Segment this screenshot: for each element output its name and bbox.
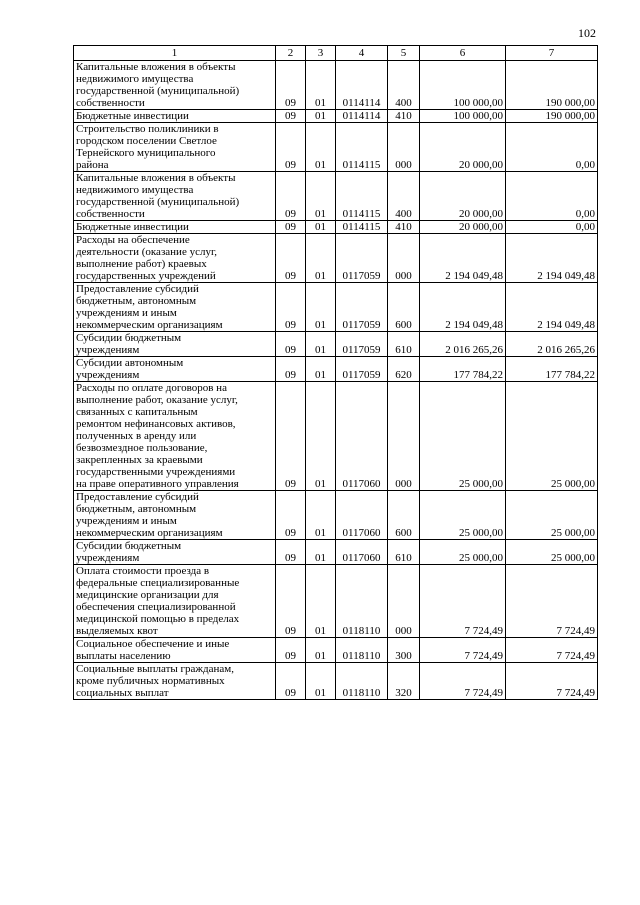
amount-year-1-cell: 177 784,22 — [420, 357, 506, 382]
target-article-cell: 0117060 — [336, 491, 388, 540]
table-row — [74, 221, 598, 234]
amount-year-2-cell: 25 000,00 — [506, 382, 598, 491]
amount-year-2-cell: 177 784,22 — [506, 357, 598, 382]
amount-year-2-cell: 0,00 — [506, 123, 598, 172]
table-row — [74, 540, 598, 565]
table-row — [74, 172, 598, 221]
row-name-cell — [74, 540, 276, 565]
subsection-code-cell: 01 — [306, 110, 336, 123]
row-name-line: Капитальные вложения в объекты — [76, 172, 236, 184]
amount-year-2-cell: 0,00 — [506, 221, 598, 234]
table-row — [74, 110, 598, 123]
table-row — [74, 357, 598, 382]
section-code-cell: 09 — [276, 638, 306, 663]
row-name-cell — [74, 382, 276, 491]
row-name-line: государственной (муниципальной) — [76, 85, 240, 97]
amount-year-1-cell: 20 000,00 — [420, 172, 506, 221]
budget-table — [73, 45, 598, 700]
amount-year-1-cell: 100 000,00 — [420, 110, 506, 123]
target-article-cell: 0114115 — [336, 221, 388, 234]
expense-type-cell: 610 — [388, 332, 420, 357]
row-name-line: Капитальные вложения в объекты — [76, 61, 236, 73]
row-name-line: выполнение работ) краевых — [76, 258, 207, 270]
row-name-line: выплаты населению — [76, 650, 171, 662]
row-name-line: социальных выплат — [76, 687, 169, 699]
row-name-line: Оплата стоимости проезда в — [76, 565, 210, 577]
row-name-line: на праве оперативного управления — [76, 478, 239, 490]
target-article-cell: 0117059 — [336, 283, 388, 332]
amount-year-1-cell: 2 194 049,48 — [420, 234, 506, 283]
row-name-line: выделяемых квот — [76, 625, 158, 637]
subsection-code-cell: 01 — [306, 283, 336, 332]
section-code-cell: 09 — [276, 234, 306, 283]
row-name-cell — [74, 110, 276, 123]
row-name-line: федеральные специализированные — [76, 577, 240, 589]
row-name-line: городском поселении Светлое — [76, 135, 217, 147]
section-code-cell: 09 — [276, 491, 306, 540]
target-article-cell: 0117059 — [336, 332, 388, 357]
row-name-line: Расходы на обеспечение — [76, 234, 190, 246]
row-name-line: связанных с капитальным — [76, 406, 198, 418]
table-body — [74, 61, 598, 700]
amount-year-1-cell: 7 724,49 — [420, 638, 506, 663]
amount-year-1-cell: 20 000,00 — [420, 221, 506, 234]
row-name-line: учреждениям — [76, 369, 140, 381]
row-name-cell — [74, 663, 276, 700]
row-name-line: учреждениям — [76, 552, 140, 564]
subsection-code-cell: 01 — [306, 332, 336, 357]
section-code-cell: 09 — [276, 565, 306, 638]
row-name-line: выполнение работ, оказание услуг, — [76, 394, 238, 406]
section-code-cell: 09 — [276, 123, 306, 172]
amount-year-1-cell: 25 000,00 — [420, 491, 506, 540]
row-name-line: Предоставление субсидий — [76, 283, 199, 295]
expense-type-cell: 610 — [388, 540, 420, 565]
amount-year-2-cell: 190 000,00 — [506, 110, 598, 123]
row-name-line: кроме публичных нормативных — [76, 675, 225, 687]
row-name-line: полученных в аренду или — [76, 430, 197, 442]
row-name-line: Социальные выплаты гражданам, — [76, 663, 234, 675]
expense-type-cell: 000 — [388, 565, 420, 638]
expense-type-cell: 000 — [388, 234, 420, 283]
amount-year-2-cell: 2 194 049,48 — [506, 234, 598, 283]
row-name-line: Бюджетные инвестиции — [76, 110, 189, 122]
table-row — [74, 332, 598, 357]
target-article-cell: 0114115 — [336, 172, 388, 221]
row-name-line: Бюджетные инвестиции — [76, 221, 189, 233]
target-article-cell: 0117059 — [336, 357, 388, 382]
section-code-cell: 09 — [276, 540, 306, 565]
row-name-line: собственности — [76, 208, 145, 220]
section-code-cell: 09 — [276, 221, 306, 234]
amount-year-1-cell: 20 000,00 — [420, 123, 506, 172]
amount-year-2-cell: 25 000,00 — [506, 540, 598, 565]
expense-type-cell: 410 — [388, 221, 420, 234]
row-name-line: бюджетным, автономным — [76, 503, 197, 515]
row-name-cell — [74, 234, 276, 283]
row-name-line: государственной (муниципальной) — [76, 196, 240, 208]
expense-type-cell: 410 — [388, 110, 420, 123]
column-header: 3 — [306, 46, 336, 61]
row-name-line: Субсидии бюджетным — [76, 540, 182, 552]
row-name-cell — [74, 638, 276, 663]
subsection-code-cell: 01 — [306, 61, 336, 110]
table-row — [74, 382, 598, 491]
row-name-line: Расходы по оплате договоров на — [76, 382, 227, 394]
row-name-cell — [74, 357, 276, 382]
header-row — [74, 46, 598, 61]
table-row — [74, 638, 598, 663]
row-name-line: обеспечения специализированной — [76, 601, 236, 613]
section-code-cell: 09 — [276, 332, 306, 357]
row-name-line: учреждениям и иным — [76, 515, 177, 527]
target-article-cell: 0117060 — [336, 540, 388, 565]
target-article-cell: 0117060 — [336, 382, 388, 491]
row-name-cell — [74, 172, 276, 221]
amount-year-2-cell: 7 724,49 — [506, 638, 598, 663]
row-name-line: деятельности (оказание услуг, — [76, 246, 217, 258]
row-name-line: бюджетным, автономным — [76, 295, 197, 307]
table-row — [74, 283, 598, 332]
row-name-line: медицинские организации для — [76, 589, 219, 601]
row-name-cell — [74, 565, 276, 638]
column-header: 7 — [506, 46, 598, 61]
row-name-cell — [74, 221, 276, 234]
section-code-cell: 09 — [276, 382, 306, 491]
row-name-cell — [74, 61, 276, 110]
section-code-cell: 09 — [276, 283, 306, 332]
expense-type-cell: 600 — [388, 491, 420, 540]
amount-year-2-cell: 190 000,00 — [506, 61, 598, 110]
subsection-code-cell: 01 — [306, 221, 336, 234]
expense-type-cell: 000 — [388, 382, 420, 491]
row-name-line: Тернейского муниципального — [76, 147, 216, 159]
target-article-cell: 0114114 — [336, 110, 388, 123]
section-code-cell: 09 — [276, 357, 306, 382]
table-row — [74, 123, 598, 172]
row-name-line: недвижимого имущества — [76, 73, 194, 85]
section-code-cell: 09 — [276, 663, 306, 700]
row-name-line: ремонтом нефинансовых активов, — [76, 418, 236, 430]
table-row — [74, 61, 598, 110]
amount-year-1-cell: 25 000,00 — [420, 540, 506, 565]
row-name-cell — [74, 283, 276, 332]
row-name-line: учреждениям и иным — [76, 307, 177, 319]
page-number: 102 — [578, 26, 596, 40]
subsection-code-cell: 01 — [306, 382, 336, 491]
target-article-cell: 0117059 — [336, 234, 388, 283]
section-code-cell: 09 — [276, 172, 306, 221]
amount-year-1-cell: 2 016 265,26 — [420, 332, 506, 357]
row-name-line: Предоставление субсидий — [76, 491, 199, 503]
column-header: 6 — [420, 46, 506, 61]
amount-year-1-cell: 100 000,00 — [420, 61, 506, 110]
subsection-code-cell: 01 — [306, 123, 336, 172]
target-article-cell: 0118110 — [336, 565, 388, 638]
amount-year-2-cell: 2 194 049,48 — [506, 283, 598, 332]
target-article-cell: 0114115 — [336, 123, 388, 172]
row-name-line: государственных учреждений — [76, 270, 216, 282]
section-code-cell: 09 — [276, 110, 306, 123]
row-name-cell — [74, 123, 276, 172]
amount-year-2-cell: 25 000,00 — [506, 491, 598, 540]
target-article-cell: 0114114 — [336, 61, 388, 110]
expense-type-cell: 000 — [388, 123, 420, 172]
row-name-line: Субсидии автономным — [76, 357, 184, 369]
section-code-cell: 09 — [276, 61, 306, 110]
row-name-line: Субсидии бюджетным — [76, 332, 182, 344]
amount-year-2-cell: 0,00 — [506, 172, 598, 221]
subsection-code-cell: 01 — [306, 491, 336, 540]
expense-type-cell: 300 — [388, 638, 420, 663]
expense-type-cell: 400 — [388, 61, 420, 110]
column-header: 5 — [388, 46, 420, 61]
table-row — [74, 663, 598, 700]
row-name-line: Строительство поликлиники в — [76, 123, 219, 135]
row-name-line: недвижимого имущества — [76, 184, 194, 196]
table-row — [74, 234, 598, 283]
amount-year-1-cell: 7 724,49 — [420, 565, 506, 638]
table-row — [74, 565, 598, 638]
column-header: 4 — [336, 46, 388, 61]
expense-type-cell: 620 — [388, 357, 420, 382]
expense-type-cell: 320 — [388, 663, 420, 700]
subsection-code-cell: 01 — [306, 663, 336, 700]
row-name-line: некоммерческим организациям — [76, 319, 223, 331]
row-name-cell — [74, 491, 276, 540]
row-name-line: медицинской помощью в пределах — [76, 613, 240, 625]
amount-year-2-cell: 2 016 265,26 — [506, 332, 598, 357]
amount-year-1-cell: 7 724,49 — [420, 663, 506, 700]
table-row — [74, 491, 598, 540]
subsection-code-cell: 01 — [306, 357, 336, 382]
amount-year-2-cell: 7 724,49 — [506, 565, 598, 638]
row-name-line: собственности — [76, 97, 145, 109]
column-header: 2 — [276, 46, 306, 61]
row-name-cell — [74, 332, 276, 357]
expense-type-cell: 600 — [388, 283, 420, 332]
expense-type-cell: 400 — [388, 172, 420, 221]
subsection-code-cell: 01 — [306, 234, 336, 283]
amount-year-1-cell: 25 000,00 — [420, 382, 506, 491]
target-article-cell: 0118110 — [336, 638, 388, 663]
amount-year-1-cell: 2 194 049,48 — [420, 283, 506, 332]
row-name-line: некоммерческим организациям — [76, 527, 223, 539]
subsection-code-cell: 01 — [306, 540, 336, 565]
row-name-line: района — [76, 159, 109, 171]
target-article-cell: 0118110 — [336, 663, 388, 700]
amount-year-2-cell: 7 724,49 — [506, 663, 598, 700]
subsection-code-cell: 01 — [306, 638, 336, 663]
row-name-line: безвозмездное пользование, — [76, 442, 208, 454]
column-header: 1 — [74, 46, 276, 61]
subsection-code-cell: 01 — [306, 172, 336, 221]
row-name-line: закрепленных за краевыми — [76, 454, 203, 466]
row-name-line: Социальное обеспечение и иные — [76, 638, 230, 650]
row-name-line: государственными учреждениями — [76, 466, 236, 478]
subsection-code-cell: 01 — [306, 565, 336, 638]
row-name-line: учреждениям — [76, 344, 140, 356]
